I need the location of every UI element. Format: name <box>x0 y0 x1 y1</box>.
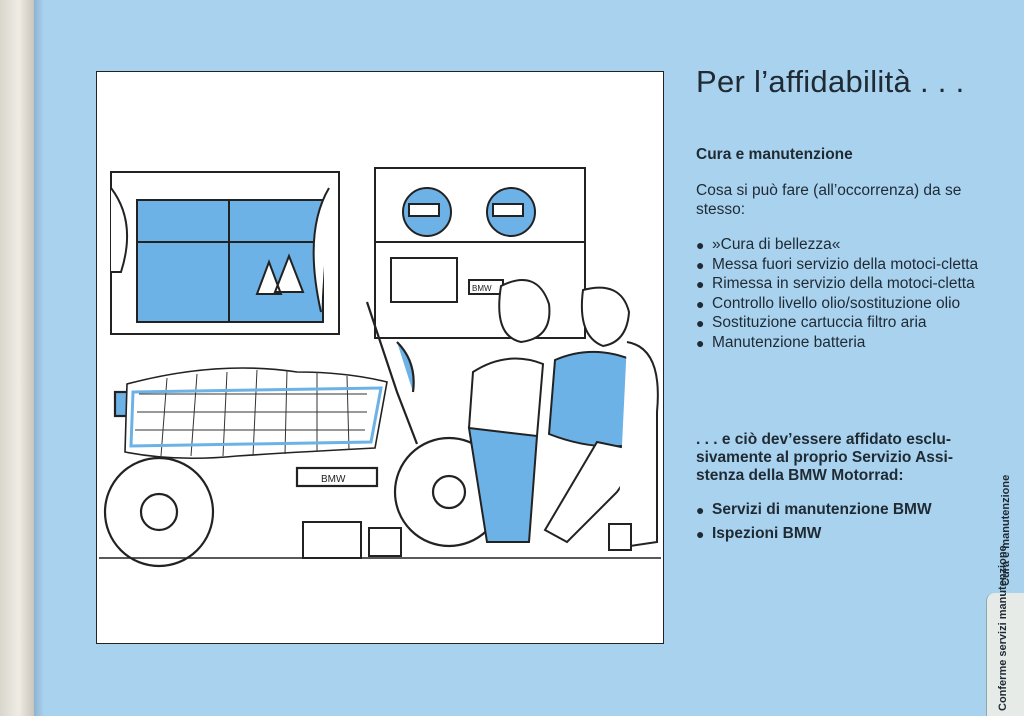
page-title: Per l’affidabilità . . . <box>696 64 965 99</box>
bullet-icon: ● <box>696 276 705 292</box>
garage-illustration <box>97 72 663 643</box>
list-item: ● Rimessa in servizio della motoci-cletta <box>696 275 975 292</box>
bullet-icon: ● <box>696 295 705 312</box>
bike-label: BMW <box>321 474 346 485</box>
list-item: ● Manutenzione batteria <box>696 333 866 351</box>
blanket <box>125 368 387 458</box>
bullet-icon: ● <box>696 315 705 331</box>
battery <box>303 522 401 558</box>
shelf <box>375 168 585 338</box>
list-item: ● Controllo livello olio/sostituzione olio <box>696 294 961 312</box>
tab-label: Conferme servizi manutenzione <box>997 545 1009 711</box>
self-service-list <box>696 236 980 353</box>
illustration-frame <box>96 71 664 644</box>
bullet-icon: ● <box>696 256 705 273</box>
cup <box>609 524 631 550</box>
list-item: ● Sostituzione cartuccia filtro aria <box>696 314 927 331</box>
tab-label: Cura e manutenzione <box>1000 474 1012 586</box>
intro-text: Cosa si può fare (all’occorrenza) da se stesso: <box>696 182 962 218</box>
list-item: ● Messa fuori servizio della motoci-cletta <box>696 255 979 273</box>
dealer-note: . . . e ciò dev’essere affidato esclu-sivamente al proprio Servizio Assi-stenza della BMW Motorrad: <box>696 431 953 484</box>
book-spine <box>0 0 34 716</box>
bullet-icon: ● <box>696 525 705 542</box>
dealer-service-list <box>696 501 980 548</box>
tab-conferme-servizi[interactable] <box>986 545 1024 716</box>
section-heading: Cura e manutenzione <box>696 146 853 163</box>
bullet-icon: ● <box>696 237 705 253</box>
bullet-icon: ● <box>696 334 705 351</box>
spine-shadow <box>34 0 44 716</box>
bullet-icon: ● <box>696 502 705 518</box>
shelf-label: BMW <box>472 284 492 293</box>
list-item: ● »Cura di bellezza« <box>696 236 841 253</box>
list-item: ● Servizi di manutenzione BMW <box>696 501 932 518</box>
list-item: ● Ispezioni BMW <box>696 524 822 542</box>
window <box>111 172 339 334</box>
couple <box>469 280 658 548</box>
